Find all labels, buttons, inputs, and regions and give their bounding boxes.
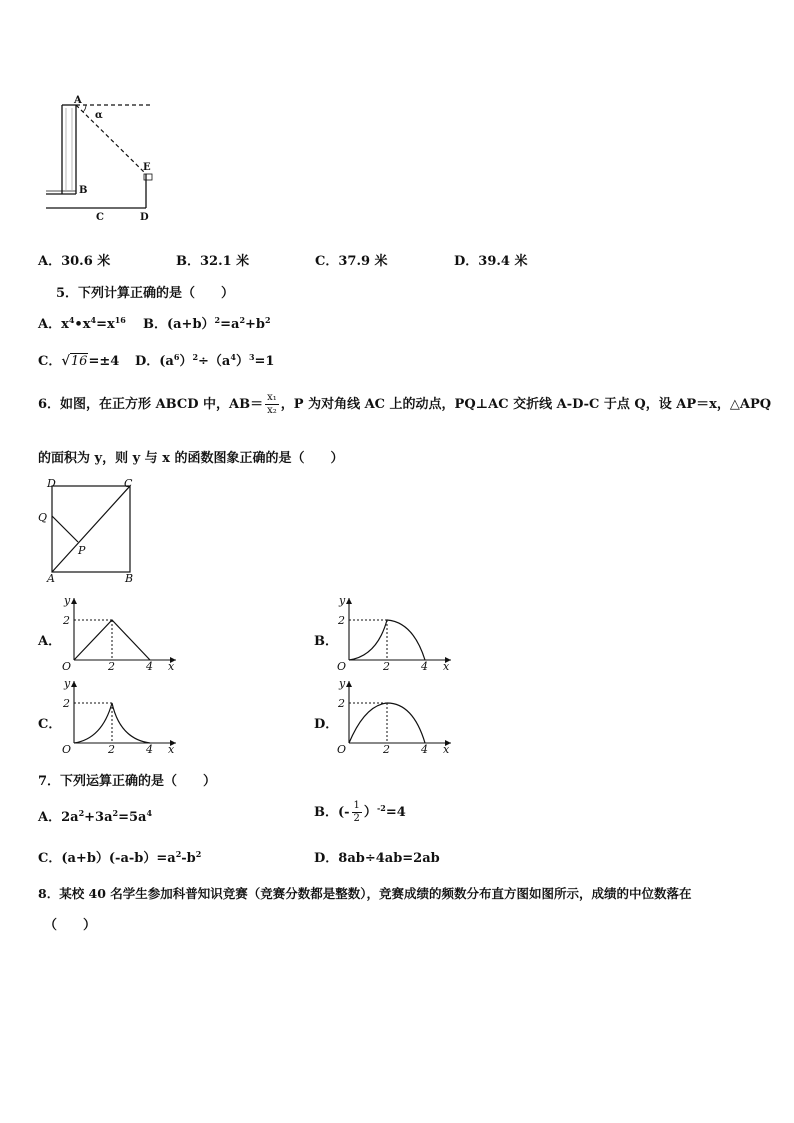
square-label-B: B [125,572,134,585]
graph-b-four-label: 4 [421,660,428,672]
graph-a-four-label: 4 [146,660,153,672]
q5-option-b: B．$(a+b)^2=a^2+b^2$ [143,315,271,332]
graph-c-two-label: 2 [63,697,70,710]
graph-c [58,675,183,755]
graph-b-y-label: y [339,594,346,607]
graph-c-x-label: x [168,743,175,755]
q7-stem: 7．下列运算正确的是（ ） [38,774,217,789]
square-label-C: C [124,477,133,490]
tower-label-D: D [140,212,149,223]
q8-line1: 8．某校 40 名学生参加科普知识竞赛（竞赛分数都是整数），竞赛成绩的频数分布直方图如图所示，成绩的中位数落在 [38,886,692,901]
tower-label-A: A [74,95,82,106]
graph-d-origin-label: O [337,743,347,755]
tower-figure [40,90,160,225]
q7-option-b: B．(- $\frac{1}{2}$ ）$^{-2}$=4 [314,800,406,824]
graph-a-origin-label: O [62,660,72,672]
tower-label-B: B [79,185,88,196]
q4-option-b: B．32.1 米 [176,254,250,269]
graph-option-d-label: D． [314,717,339,732]
graph-a-y-label: y [64,594,71,607]
graph-d-y-label: y [339,677,346,690]
tower-label-E: E [143,162,151,173]
graph-a-x-label: x [168,660,175,672]
q5-stem: 5．下列计算正确的是（ ） [56,286,235,301]
graph-b-two-label: 2 [338,614,345,627]
q8-line2: （ ） [44,918,97,933]
q7-option-d: D．8ab÷4ab=2ab [314,851,440,866]
tower-label-C: C [96,212,104,223]
q6-line1: 6．如图，在正方形 ABCD 中，AB＝ $\frac{\text{x₁}}{\text{x₂}}$ ，P 为对角线 AC 上的动点，PQ⊥AC 交折线 A-D-C 于点 Q，设 AP＝x，△APQ [38,392,772,416]
graph-d-two-label: 2 [338,697,345,710]
q5-option-d: D．$(a^6)^2\div(a^4)^3=1$ [135,352,275,369]
q7-option-c: C．$(a+b)(-a-b)=a^2-b^2$ [38,849,202,866]
graph-d-two-x-label: 2 [383,743,390,755]
tower-label-alpha: α [95,110,103,121]
q4-option-d: D．39.4 米 [454,254,528,269]
graph-b-x-label: x [443,660,450,672]
graph-a-two-x-label: 2 [108,660,115,672]
graph-d [333,675,458,755]
graph-a-two-label: 2 [63,614,70,627]
q4-option-a: A．30.6 米 [38,254,111,269]
graph-option-b-label: B． [314,634,338,649]
graph-b-origin-label: O [337,660,347,672]
graph-c-y-label: y [64,677,71,690]
square-figure [34,476,144,588]
q5-option-c: C．√16=±4 [38,354,120,369]
square-label-P: P [78,544,86,557]
graph-b-two-x-label: 2 [383,660,390,672]
graph-c-two-x-label: 2 [108,743,115,755]
graph-a [58,592,183,672]
graph-c-origin-label: O [62,743,72,755]
graph-d-x-label: x [443,743,450,755]
q5-option-a: A．$x^4•x^4=x^{16}$ [38,315,126,332]
square-label-Q: Q [38,511,48,524]
square-label-A: A [47,572,55,585]
q4-option-c: C．37.9 米 [315,254,388,269]
graph-d-four-label: 4 [421,743,428,755]
square-label-D: D [47,477,56,490]
graph-option-c-label: C． [38,717,62,732]
q6-line2: 的面积为 y，则 y 与 x 的函数图象正确的是（ ） [38,451,344,466]
graph-option-a-label: A． [38,634,62,649]
graph-c-four-label: 4 [146,743,153,755]
graph-b [333,592,458,672]
q7-option-a: A．$2a^2+3a^2=5a^4$ [38,808,153,825]
